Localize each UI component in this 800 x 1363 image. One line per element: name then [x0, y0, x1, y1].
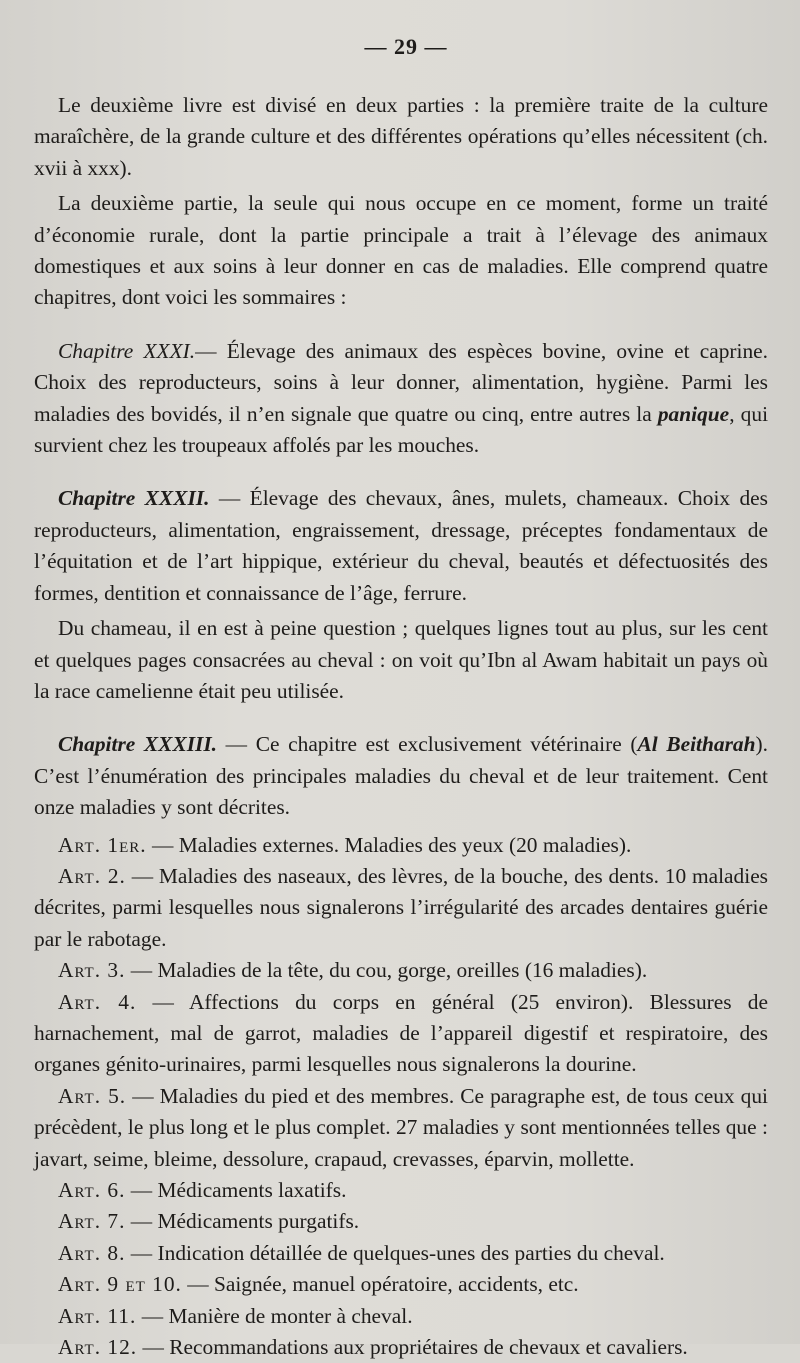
chapter-33-paragraph [34, 729, 768, 823]
article-label: Art. 9 et 10. [58, 1272, 182, 1297]
chapter-31-label: Chapitre XXXI. [58, 338, 196, 363]
article-text: — Médicaments purgatifs. [125, 1209, 360, 1234]
article-item [34, 1238, 768, 1269]
chapter-31-text-a: — Élevage des animaux des espèces bovine, ovine et caprine. Choix des reproducteurs, soins à leur donner, alimentation, hygiène. Parmi les maladies des bovidés, il n’en signale que quatre ou cinq, entre autres la [34, 338, 768, 426]
article-label: Art. 5. [58, 1083, 127, 1108]
chapter-33-emphasis: Al Beitharah [637, 732, 756, 757]
chapter-32-label: Chapitre XXXII. [58, 486, 210, 511]
article-text: — Saignée, manuel opératoire, accidents, etc. [181, 1272, 579, 1297]
intro-paragraph-2: La deuxième partie, la seule qui nous occupe en ce moment, forme un traité d’économie rurale, dont la partie principale a trait à l’élevage des animaux domestiques et aux soins à leur donner en cas de maladies. Elle comprend quatre chapitres, dont voici les sommaires : [34, 191, 768, 310]
article-item [34, 861, 768, 955]
article-list [34, 830, 768, 1363]
article-label: Art. 4. [58, 989, 137, 1014]
article-item [34, 1269, 768, 1300]
chapter-32-text: — Élevage des chevaux, ânes, mulets, chameaux. Choix des reproducteurs, alimentation, engraissement, dressage, préceptes fondamentaux de l’équitation et de l’art hippique, extérieur du cheval, beautés et défectuosités des formes, dentition et connaissance de l’âge, ferrure. [34, 486, 768, 605]
article-item [34, 1175, 768, 1206]
article-item [34, 955, 768, 986]
article-item [34, 1081, 768, 1175]
article-label: Art. 6. [58, 1178, 126, 1202]
chapter-33-text-a: — Ce chapitre est exclusivement vétérinaire ( [217, 732, 638, 757]
article-label: Art. 2. [58, 863, 126, 888]
article-text: — Médicaments laxatifs. [125, 1178, 347, 1202]
article-text: — Affections du corps en général (25 environ). Blessures de harnachement, mal de garrot, maladies de l’appareil digestif et respiratoire, des organes génito-urinaires, parmi lesquelles nous signalerons la dourine. [34, 989, 768, 1077]
article-item [34, 1332, 768, 1363]
article-label: Art. 11. [58, 1303, 137, 1328]
chapter-33-text-b: ). C’est l’énumération des principales maladies du cheval et de leur traitement. Cent onze maladies y sont décrites. [34, 732, 768, 820]
article-text: — Recommandations aux propriétaires de chevaux et cavaliers. [137, 1335, 688, 1360]
chapter-31-emphasis: panique [657, 401, 730, 426]
article-text: — Maladies des naseaux, des lèvres, de la bouche, des dents. 10 maladies décrites, parmi lesquelles nous signalerons l’irrégularité des arcades dentaires guérie par le rabotage. [34, 863, 769, 951]
chapter-33-label: Chapitre XXXIII. [58, 732, 218, 757]
article-text: — Maladies de la tête, du cou, gorge, oreilles (16 maladies). [125, 958, 648, 983]
article-text: — Manière de monter à cheval. [136, 1303, 413, 1328]
article-label: Art. 8. [58, 1240, 126, 1265]
chapter-32-paragraph [34, 483, 768, 609]
article-text: — Maladies externes. Maladies des yeux (20 maladies). [146, 832, 632, 857]
article-item [34, 987, 768, 1081]
intro-paragraph-1: Le deuxième livre est divisé en deux parties : la première traite de la culture maraîchère, de la grande culture et des différentes opérations qu’elles nécessitent (ch. xvii à xxx). [34, 93, 768, 180]
article-item [34, 1301, 768, 1332]
page-number: — 29 — [364, 34, 448, 59]
article-item [34, 1206, 768, 1237]
chapter-31-text-b: , qui survient chez les troupeaux affolés par les mouches. [34, 401, 769, 458]
article-item [34, 830, 768, 861]
chapter-31-paragraph [34, 336, 768, 462]
article-text: — Indication détaillée de quelques-unes des parties du cheval. [125, 1240, 665, 1265]
article-label: Art. 7. [58, 1209, 126, 1234]
article-text: — Maladies du pied et des membres. Ce paragraphe est, de tous ceux qui précèdent, le plus long et le plus complet. 27 maladies y sont mentionnées telles que : javart, seime, bleime, dessolure, crapaud, crevasses, éparvin, mollette. [34, 1083, 768, 1171]
article-label: Art. 1er. [58, 832, 147, 857]
chapter-32-note: Du chameau, il en est à peine question ; quelques lignes tout au plus, sur les cent et quelques pages consacrées au cheval : on voit qu’Ibn al Awam habitait un pays où la race camelienne était peu utilisée. [34, 616, 768, 703]
article-label: Art. 3. [58, 958, 126, 983]
article-label: Art. 12. [58, 1335, 138, 1360]
